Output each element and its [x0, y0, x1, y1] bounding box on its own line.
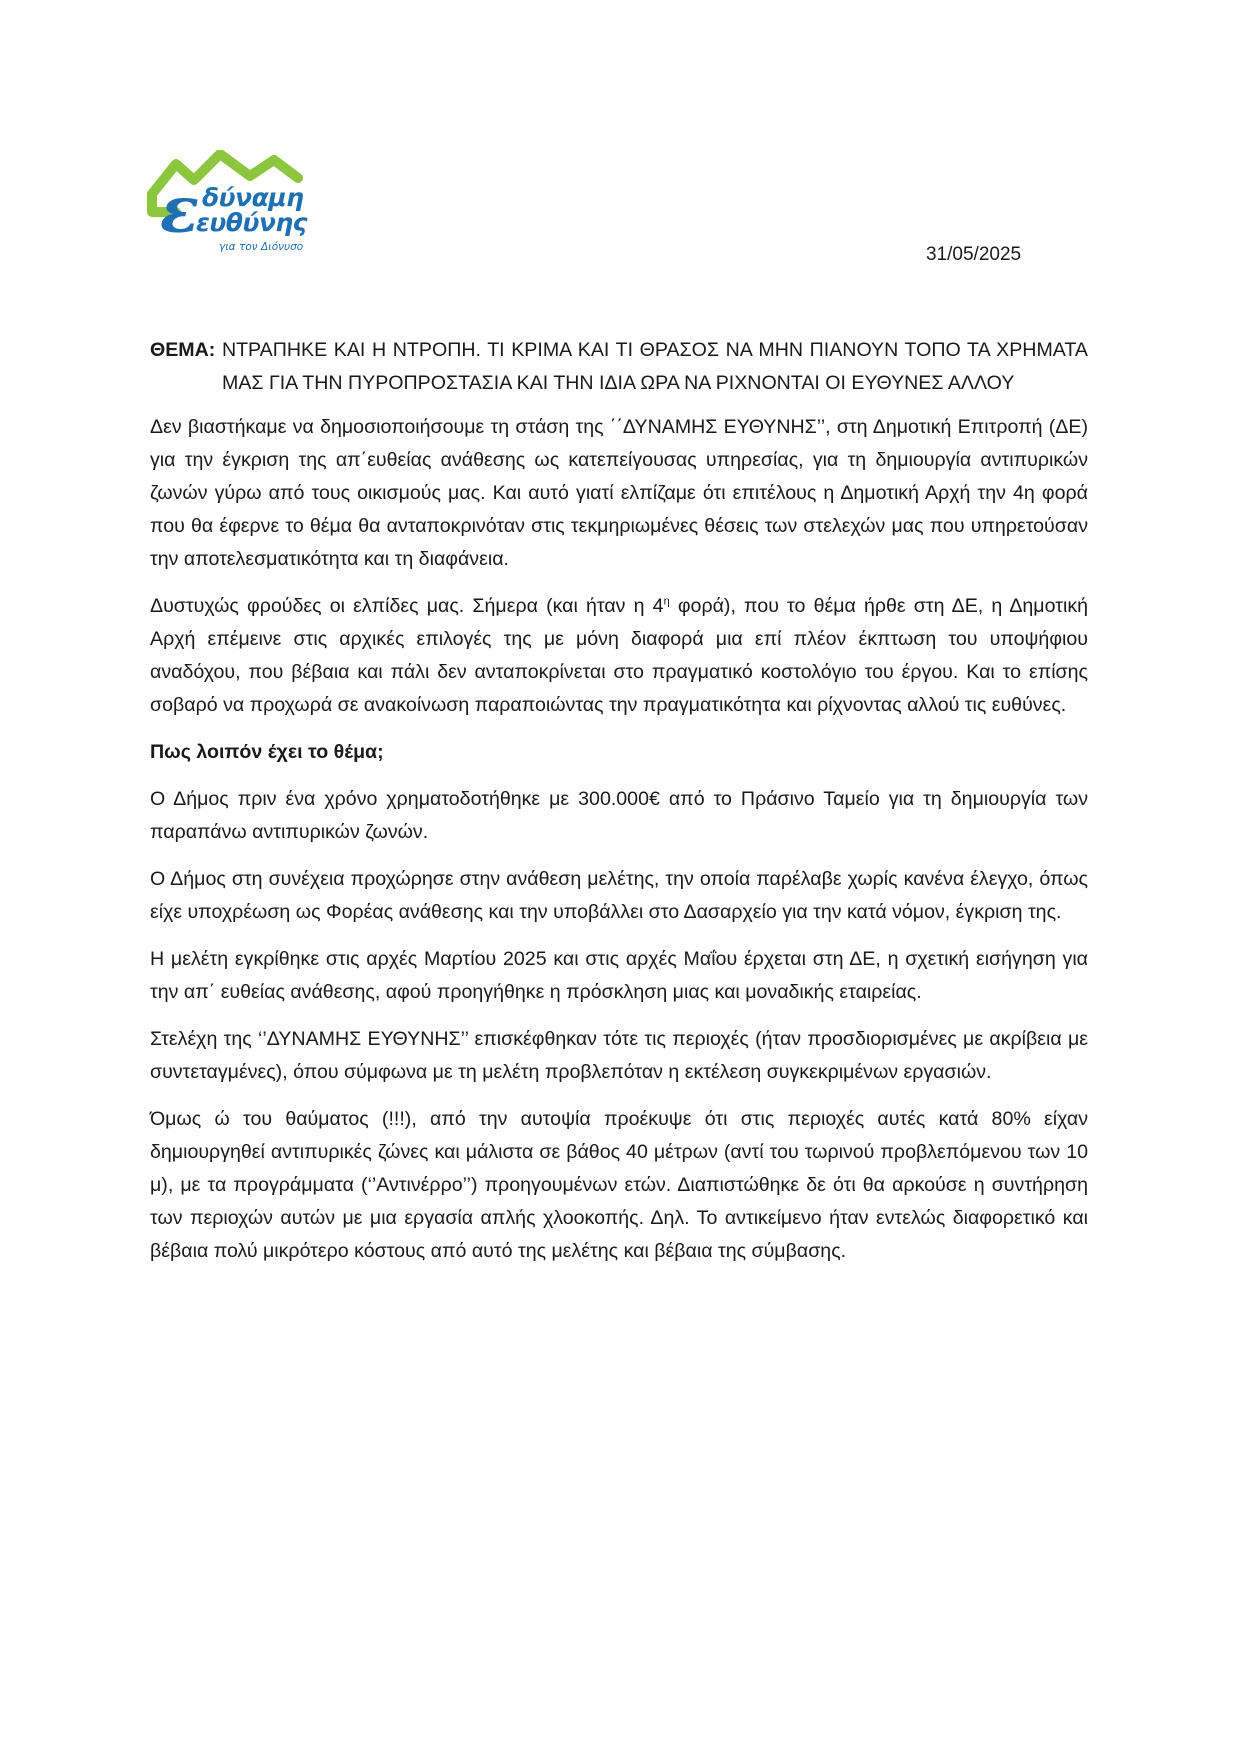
section-heading: Πως λοιπόν έχει το θέμα; — [150, 741, 384, 763]
subject-line — [150, 334, 1088, 400]
paragraph-1: Δεν βιαστήκαμε να δημοσιοποιήσουμε τη στάση της ΄΄ΔΥΝΑΜΗΣ ΕΥΘΥΝΗΣ’’, στη Δημοτική Επιτροπή (ΔΕ) για την έγκριση της απ΄ευθείας ανάθεσης ως κατεπείγουσας υπηρεσίας, για τη δημιουργία αντιπυρικών ζωνών γύρω από τους οικισμούς μας. Και αυτό γιατί ελπίζαμε ότι επιτέλους η Δημοτική Αρχή την 4η φορά που θα έφερνε το θέμα θα ανταποκρινόταν στις τεκμηριωμένες θέσεις των στελεχών μας που υπηρετούσαν την αποτελεσματικότητα και τη διαφάνεια. — [150, 416, 1088, 570]
paragraph-2-start: Δυστυχώς φρούδες οι ελπίδες μας. Σήμερα (και ήταν η 4 — [150, 595, 664, 617]
document-date: 31/05/2025 — [926, 244, 1022, 265]
paragraph-2 — [150, 590, 1088, 722]
subject-text: ΝΤΡΑΠΗΚΕ ΚΑΙ Η ΝΤΡΟΠΗ. ΤΙ ΚΡΙΜΑ ΚΑΙ ΤΙ ΘΡΑΣΟΣ ΝΑ ΜΗΝ ΠΙΑΝΟΥΝ ΤΟΠΟ ΤΑ ΧΡΗΜΑΤΑ ΜΑΣ ΓΙΑ ΤΗΝ ΠΥΡΟΠΡΟΣΤΑΣΙΑ ΚΑΙ ΤΗΝ ΙΔΙΑ ΩΡΑ ΝΑ ΡΙΧΝΟΝΤΑΙ ΟΙ ΕΥΘΥΝΕΣ ΑΛΛΟΥ — [221, 339, 1088, 394]
paragraph-7: Όμως ώ του θαύματος (!!!), από την αυτοψία προέκυψε ότι στις περιοχές αυτές κατά 80% είχαν δημιουργηθεί αντιπυρικές ζώνες και μάλιστα σε βάθος 40 μέτρων (αντί του τωρινού προβλεπόμενου των 10 μ), με τα προγράμματα (‘’Αντινέρρο’’) προηγουμένων ετών. Διαπιστώθηκε δε ότι θα αρκούσε η συντήρηση των περιοχών αυτών με μια εργασία απλής χλοοκοπής. Δηλ. Το αντικείμενο ήταν εντελώς διαφορετικό και βέβαια πολύ μικρότερο κόστους από αυτό της μελέτης και βέβαια της σύμβασης. — [150, 1108, 1088, 1262]
paragraph-2-end: φορά), που το θέμα ήρθε στη ΔΕ, η Δημοτική Αρχή επέμεινε στις αρχικές επιλογές της με μόνη διαφορά μια επί πλέον έκπτωση του υποψήφιου αναδόχου, που βέβαια και πάλι δεν ανταποκρίνεται στο πραγματικό κοστολόγιο του έργου. Και το επίσης σοβαρό να προχωρά σε ανακοίνωση παραποιώντας την πραγματικότητα και ρίχνοντας αλλού τις ευθύνες. — [150, 595, 1089, 716]
epsilon-glyph: ε — [160, 173, 199, 248]
paragraph-5: Η μελέτη εγκρίθηκε στις αρχές Μαρτίου 2025 και στις αρχές Μαΐου έρχεται στη ΔΕ, η σχετική εισήγηση για την απ΄ ευθείας ανάθεσης, αφού προηγήθηκε η πρόσκληση μιας και μοναδικής εταιρείας. — [150, 948, 1088, 1003]
party-logo — [146, 150, 331, 260]
paragraph-3: Ο Δήμος πριν ένα χρόνο χρηματοδοτήθηκε με 300.000€ από το Πράσινο Ταμείο για τη δημιουργία των παραπάνω αντιπυρικών ζωνών. — [150, 788, 1088, 843]
subject-label: ΘΕΜΑ: — [150, 339, 216, 361]
ordinal-superscript: η — [663, 595, 670, 608]
paragraph-6: Στελέχη της ‘’ΔΥΝΑΜΗΣ ΕΥΘΥΝΗΣ’’ επισκέφθηκαν τότε τις περιοχές (ήταν προσδιορισμένες με ακρίβεια με συντεταγμένες), όπου σύμφωνα με τη μελέτη προβλεπόταν η εκτέλεση συγκεκριμένων εργασιών. — [150, 1028, 1088, 1083]
logo-tagline: για τον Διόνυσο — [219, 241, 304, 253]
logo-line-2: ευθύνης — [196, 208, 308, 237]
logo-line-1: δύναμη — [202, 183, 304, 212]
document-body — [150, 334, 1088, 1282]
paragraph-4: Ο Δήμος στη συνέχεια προχώρησε στην ανάθεση μελέτης, την οποία παρέλαβε χωρίς κανένα έλεγχο, όπως είχε υποχρέωση ως Φορέας ανάθεσης και την υποβάλλει στο Δασαρχείο για την κατά νόμον, έγκριση της. — [150, 868, 1088, 923]
